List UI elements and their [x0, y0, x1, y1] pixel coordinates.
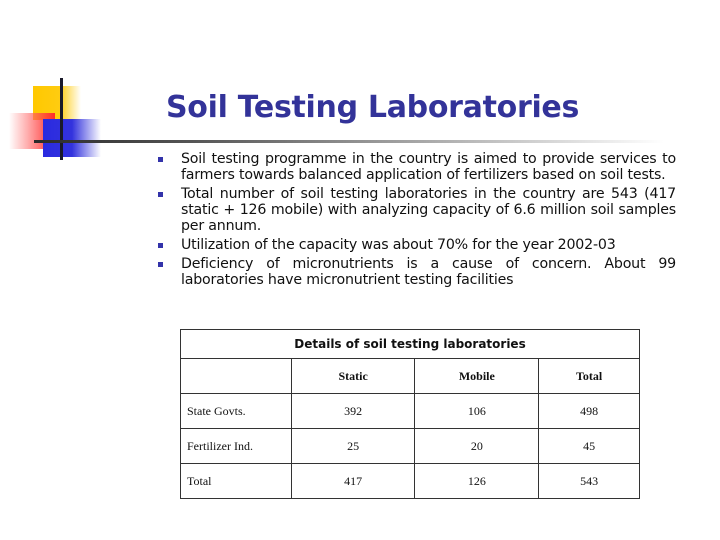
table-header-row	[181, 359, 640, 394]
table-row	[181, 394, 640, 429]
cell-total: 543	[539, 464, 640, 499]
row-label: State Govts.	[181, 394, 292, 429]
cell-static: 417	[291, 464, 415, 499]
row-label: Fertilizer Ind.	[181, 429, 292, 464]
bullet-item	[158, 256, 676, 288]
column-header-mobile: Mobile	[415, 359, 539, 394]
bullet-text: Utilization of the capacity was about 70% for the year 2002-03	[181, 237, 616, 253]
cell-static: 392	[291, 394, 415, 429]
square-bullet-icon	[158, 157, 163, 162]
bullet-text: Total number of soil testing laboratories in the country are 543 (417 static + 126 mobile) with analyzing capacity of 6.6 million soil samples per annum.	[181, 186, 676, 234]
bullet-text: Deficiency of micronutrients is a cause of concern. About 99 laboratories have micronutrient testing facilities	[181, 256, 676, 288]
column-header-total: Total	[539, 359, 640, 394]
cell-static: 25	[291, 429, 415, 464]
cell-total: 498	[539, 394, 640, 429]
decorative-logo	[0, 0, 110, 170]
bullet-item	[158, 186, 676, 234]
bullet-item	[158, 237, 676, 253]
vertical-rule-decoration	[60, 78, 63, 160]
square-bullet-icon	[158, 262, 163, 267]
column-header-blank	[181, 359, 292, 394]
bullet-list	[158, 151, 676, 291]
table-caption: Details of soil testing laboratories	[181, 330, 640, 359]
cell-mobile: 126	[415, 464, 539, 499]
square-bullet-icon	[158, 192, 163, 197]
cell-mobile: 106	[415, 394, 539, 429]
square-bullet-icon	[158, 243, 163, 248]
table-row	[181, 464, 640, 499]
bullet-text: Soil testing programme in the country is aimed to provide services to farmers towards balanced application of fertilizers based on soil tests.	[181, 151, 676, 183]
slide-title: Soil Testing Laboratories	[166, 90, 580, 125]
cell-total: 45	[539, 429, 640, 464]
blue-square-decoration	[43, 119, 101, 157]
title-underline-rule	[34, 140, 664, 143]
column-header-static: Static	[291, 359, 415, 394]
cell-mobile: 20	[415, 429, 539, 464]
details-table	[180, 329, 640, 499]
bullet-item	[158, 151, 676, 183]
row-label: Total	[181, 464, 292, 499]
table-row	[181, 429, 640, 464]
